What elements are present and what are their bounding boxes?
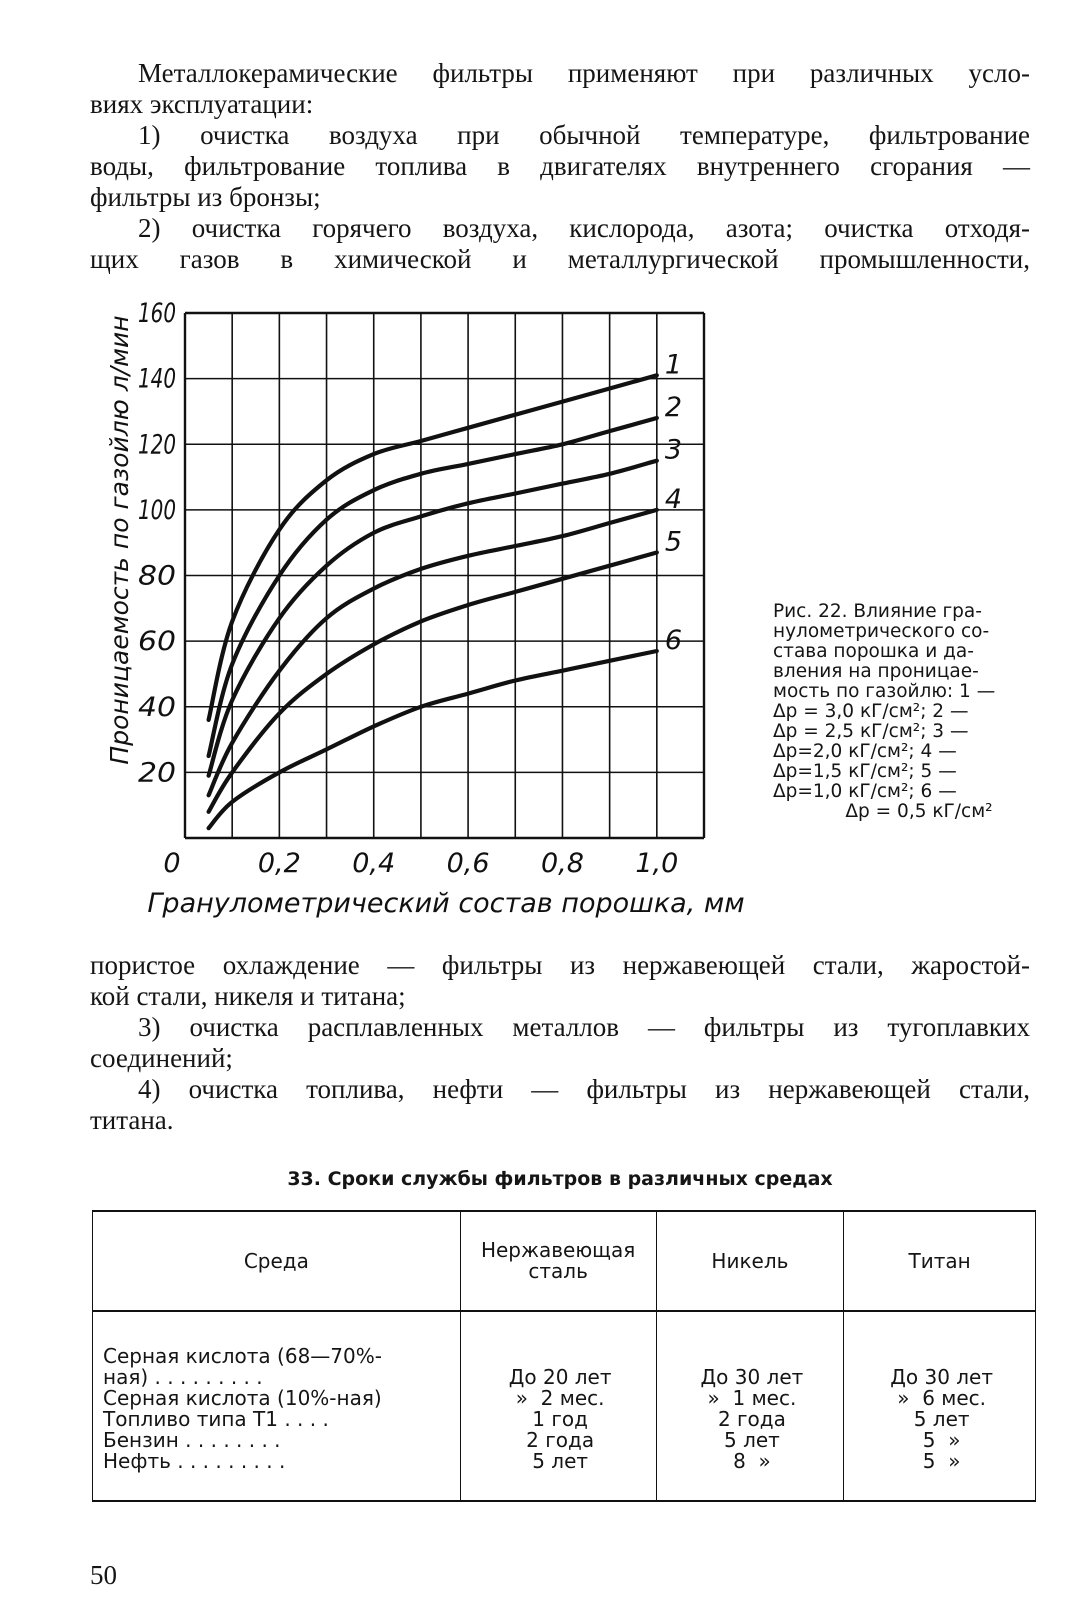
text-line: воды, фильтрование топлива в двигателях внутреннего сгорания — [90,151,1030,181]
curve-4 [209,510,657,795]
titanium-column [844,1311,1036,1501]
text-line: титана. [90,1105,174,1135]
text-line: соединений; [90,1043,233,1073]
caption-line: нулометрического со- [773,621,990,642]
y-tick-label: 120 [138,429,176,461]
x-tick-label: 1,0 [635,848,679,879]
paragraph-item-3 [90,1012,1030,1074]
stainless-steel-column [460,1311,656,1501]
curve-label-3: 3 [664,434,683,466]
nickel-cell: До 30 лет [700,1365,804,1389]
titanium-cell: 5 лет [913,1407,970,1431]
text-line: 1) очистка воздуха при обычной температуре, фильтрование [138,120,1030,150]
nickel-column [656,1311,844,1501]
caption-line: Δp=1,5 кГ/см²; 5 — [773,761,957,782]
y-tick-label: 40 [138,691,176,723]
y-tick-label: 60 [138,626,176,658]
caption-line: Δp = 2,5 кГ/см²; 3 — [773,721,969,742]
figure-caption [773,602,1065,822]
curve-label-4: 4 [664,483,683,515]
curve-label-1: 1 [664,349,683,381]
curve-label-6: 6 [664,624,683,656]
header-stainless-steel: Нержавеющая сталь [460,1211,656,1311]
medium-column [93,1311,461,1501]
steel-cell: 1 год [532,1407,588,1431]
titanium-cell: До 30 лет [890,1365,994,1389]
text-line: кой стали, никеля и титана; [90,981,406,1011]
curve-label-5: 5 [664,526,683,558]
y-tick-label: 140 [138,363,176,395]
chart-labels [105,298,745,919]
medium-cell: Серная кислота (68—70%- [103,1344,382,1368]
x-axis-label: Гранулометрический состав порошка, мм [147,888,745,919]
caption-line: Δp=1,0 кГ/см²; 6 — [773,781,957,802]
table-title: 33. Сроки службы фильтров в различных средах [287,1168,833,1190]
text-line: 3) очистка расплавленных металлов — фильтры из тугоплавких [138,1012,1030,1042]
caption-line: Δp=2,0 кГ/см²; 4 — [773,741,957,762]
caption-line: вления на проницае- [773,661,979,682]
titanium-cell: » 6 мес. [897,1386,987,1410]
steel-cell [471,1346,650,1367]
x-tick-label: 0,2 [257,848,301,879]
table-row [93,1311,1036,1501]
nickel-cell: 2 года [717,1407,786,1431]
x-tick-label: 0,8 [540,848,584,879]
y-tick-label: 80 [138,560,176,592]
header-nickel: Никель [656,1211,844,1311]
table-header-row [93,1211,1036,1311]
caption-line: Δp = 0,5 кГ/см² [845,801,993,822]
page-number: 50 [90,1560,117,1590]
medium-cell: Серная кислота (10%-ная) [103,1386,382,1410]
chart-grid [185,313,704,838]
text-line: виях эксплуатации: [90,89,314,119]
curve-2 [209,418,657,756]
steel-cell: До 20 лет [508,1365,612,1389]
text-line: фильтры из бронзы; [90,182,321,212]
curve-label-2: 2 [664,392,683,423]
caption-line: мость по газойлю: 1 — [773,681,996,702]
x-tick-label: 0,6 [446,848,490,879]
chart-curves [209,375,657,828]
text-line: пористое охлаждение — фильтры из нержавеющей стали, жаростой- [90,950,1030,980]
caption-line: Δp = 3,0 кГ/см²; 2 — [773,701,969,722]
y-tick-label: 160 [138,298,176,329]
x-tick-label: 0,4 [352,848,396,879]
nickel-cell [667,1346,838,1367]
caption-line: Рис. 22. Влияние гра- [773,601,982,622]
titanium-cell: 5 » [922,1428,961,1452]
header-medium: Среда [93,1211,461,1311]
steel-cell: 2 года [526,1428,595,1452]
nickel-cell: 5 лет [724,1428,780,1452]
x-tick-label: 0 [163,848,181,879]
text-line: Металлокерамические фильтры применяют при различных усло- [138,58,1030,88]
paragraph-continued [90,950,1030,1012]
header-titanium: Титан [844,1211,1036,1311]
curve-1 [209,375,657,720]
medium-cell: Топливо типа Т1 . . . . [103,1407,329,1431]
steel-cell: » 2 мес. [515,1386,605,1410]
service-life-table [92,1210,1036,1502]
paragraph-item-4 [90,1074,1030,1136]
caption-line: става порошка и да- [773,641,974,662]
text-line: щих газов в химической и металлургической промышленности, [90,244,1030,274]
titanium-cell: 5 » [922,1449,961,1473]
y-tick-label: 100 [138,494,176,526]
text-line: 4) очистка топлива, нефти — фильтры из нержавеющей стали, [138,1074,1030,1104]
medium-cell: Бензин . . . . . . . . [103,1428,281,1452]
nickel-cell: 8 » [733,1449,771,1473]
medium-cell: Нефть . . . . . . . . . [103,1449,286,1473]
y-axis-label: Проницаемость по газойлю л/мин [105,315,134,765]
nickel-cell: » 1 мес. [707,1386,797,1410]
titanium-cell [854,1346,1029,1367]
steel-cell: 5 лет [532,1449,589,1473]
y-tick-label: 20 [138,757,176,789]
text-line: 2) очистка горячего воздуха, кислорода, азота; очистка отходя- [138,213,1030,243]
medium-cell: ная) . . . . . . . . . [103,1365,263,1389]
